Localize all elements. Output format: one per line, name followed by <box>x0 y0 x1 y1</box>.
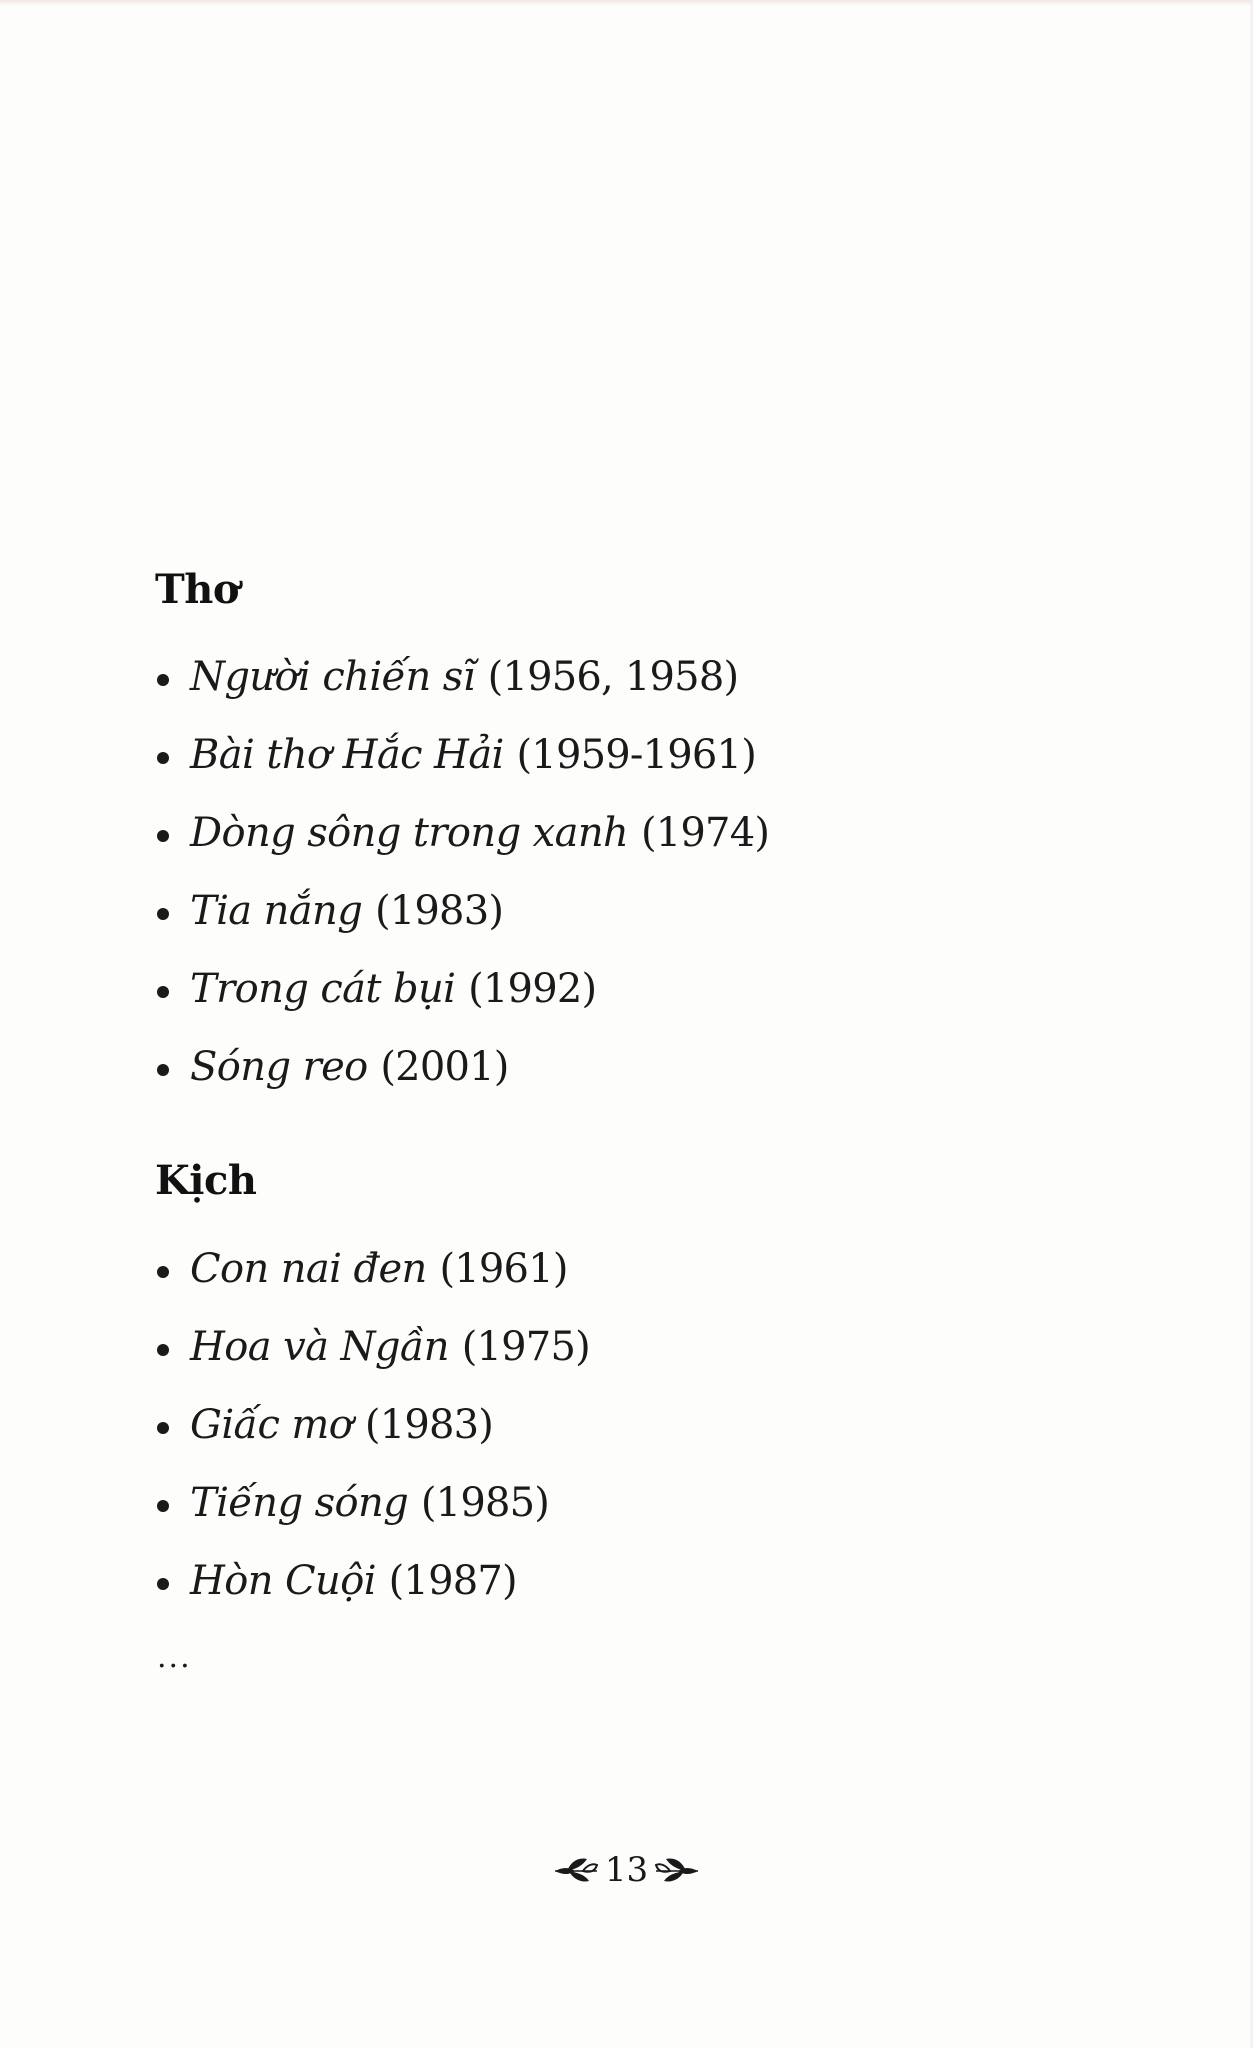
bullet-icon <box>157 1422 169 1434</box>
leaf-ornament-left-icon <box>553 1855 599 1885</box>
work-title: Sóng reo <box>190 1044 368 1090</box>
list-item <box>0 1472 590 1550</box>
list-item <box>0 1238 590 1316</box>
work-year: (1985) <box>420 1480 550 1526</box>
bullet-icon <box>157 830 169 842</box>
work-title: Tiếng sóng <box>190 1480 409 1526</box>
list-item <box>0 1550 590 1628</box>
bullet-icon <box>157 1344 169 1356</box>
work-title: Người chiến sĩ <box>190 654 475 700</box>
bullet-icon <box>157 1266 169 1278</box>
work-year: (1956, 1958) <box>487 654 739 700</box>
work-title: Hòn Cuội <box>190 1558 376 1604</box>
list-item <box>0 724 769 802</box>
leaf-ornament-right-icon <box>654 1855 700 1885</box>
works-list-tho <box>0 646 769 1114</box>
work-year: (1959-1961) <box>516 732 757 778</box>
page-right-edge <box>1249 0 1253 2048</box>
bullet-icon <box>157 1500 169 1512</box>
list-item <box>0 958 769 1036</box>
bullet-icon <box>157 1064 169 1076</box>
work-title: Tia nắng <box>190 888 363 934</box>
work-year: (1992) <box>468 966 597 1012</box>
list-item <box>0 646 769 724</box>
list-item <box>0 802 769 880</box>
work-year: (2001) <box>380 1044 509 1090</box>
work-title: Giấc mơ <box>190 1402 353 1448</box>
work-title: Bài thơ Hắc Hải <box>190 732 504 778</box>
bullet-icon <box>157 1578 169 1590</box>
page-top-edge <box>0 0 1253 6</box>
page-footer <box>0 1838 1253 1898</box>
work-year: (1983) <box>374 888 504 934</box>
work-year: (1961) <box>439 1246 568 1292</box>
list-item <box>0 1316 590 1394</box>
work-year: (1975) <box>461 1324 590 1370</box>
work-year: (1983) <box>364 1402 494 1448</box>
list-item <box>0 1036 769 1114</box>
list-item <box>0 880 769 958</box>
work-title: Hoa và Ngần <box>190 1324 449 1370</box>
work-title: Dòng sông trong xanh <box>190 810 629 856</box>
work-year: (1987) <box>388 1558 517 1604</box>
bullet-icon <box>157 752 169 764</box>
works-list-kich <box>0 1238 590 1628</box>
section-heading-tho: Thơ <box>155 566 240 613</box>
bullet-icon <box>157 908 169 920</box>
section-heading-kich: Kịch <box>155 1157 257 1204</box>
bullet-icon <box>157 674 169 686</box>
bullet-icon <box>157 986 169 998</box>
work-title: Con nai đen <box>190 1246 427 1292</box>
continuation-ellipsis: ... <box>157 1640 192 1675</box>
page-number: 13 <box>604 1850 649 1890</box>
list-item <box>0 1394 590 1472</box>
work-year: (1974) <box>640 810 770 856</box>
work-title: Trong cát bụi <box>190 966 456 1012</box>
